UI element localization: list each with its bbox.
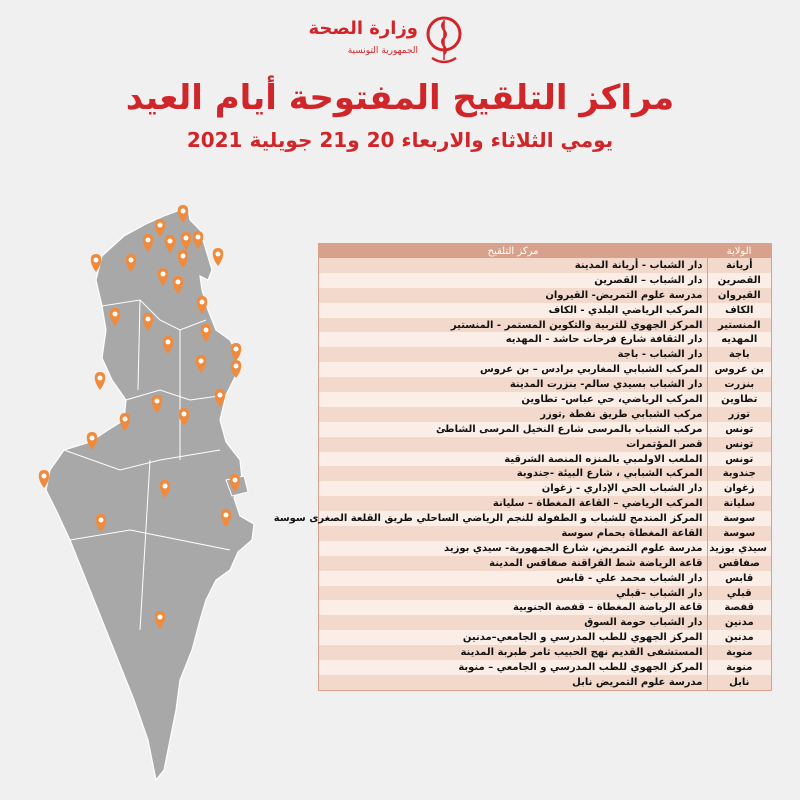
governorate-cell: سليانة <box>707 496 771 511</box>
center-cell: المركب الشبابي ، شارع البيئة -جندوبة <box>319 466 707 481</box>
table-row <box>319 437 771 452</box>
table-row <box>319 556 771 571</box>
governorate-cell: قابس <box>707 571 771 586</box>
table-row <box>319 258 771 273</box>
center-cell: دار الشباب - باجة <box>319 347 707 362</box>
governorate-cell: جندوبة <box>707 466 771 481</box>
governorate-cell: بن عروس <box>707 362 771 377</box>
center-cell: دار الشباب بسيدي سالم- بنزرت المدينة <box>319 377 707 392</box>
center-cell: دار الشباب الحي الإداري - زغوان <box>319 481 707 496</box>
column-header-center: مركز التلقيح <box>319 244 707 258</box>
table-row <box>319 541 771 556</box>
center-cell: المركز المندمج للشباب و الطفولة للنجم الرياضي الساحلي طريق القلعة الصغرى سوسة <box>319 511 707 526</box>
center-cell: قاعة الرياضة المغطاة – قفصة الجنوبية <box>319 600 707 615</box>
governorate-cell: تطاوين <box>707 392 771 407</box>
governorate-cell: منوبة <box>707 660 771 675</box>
center-cell: مدرسة علوم التمريض- القيروان <box>319 288 707 303</box>
governorate-cell: المهديه <box>707 332 771 347</box>
table-row <box>319 481 771 496</box>
governorate-cell: مدنين <box>707 615 771 630</box>
ministry-name: وزارة الصحة <box>308 18 418 39</box>
center-cell: المستشفى القديم نهج الحبيب ثامر طبربة المدينة <box>319 645 707 660</box>
table-row <box>319 675 771 690</box>
governorate-cell: القيروان <box>707 288 771 303</box>
center-cell: مركب الشبابي طريق نفطة ,توزر <box>319 407 707 422</box>
table-row <box>319 422 771 437</box>
table-row <box>319 288 771 303</box>
center-cell: الملعب الاولمبي بالمنزه المنصة الشرقية <box>319 452 707 467</box>
governorate-cell: صفاقس <box>707 556 771 571</box>
center-cell: القاعة المغطاة بحمام سوسة <box>319 526 707 541</box>
center-cell: دار الشباب –قبلي <box>319 586 707 601</box>
governorate-cell: القصرين <box>707 273 771 288</box>
page-title: مراكز التلقيح المفتوحة أيام العيد <box>125 78 675 118</box>
center-cell: دار الثقافة شارع فرحات حاشد - المهديه <box>319 332 707 347</box>
tunisia-map <box>30 180 310 780</box>
governorate-cell: مدنين <box>707 630 771 645</box>
table-row <box>319 571 771 586</box>
center-cell: دار الشباب محمد علي - قابس <box>319 571 707 586</box>
governorate-cell: باجة <box>707 347 771 362</box>
center-cell: المركب الشبابي المغاربي برادس – بن عروس <box>319 362 707 377</box>
center-cell: دار الشباب - أريانة المدينة <box>319 258 707 273</box>
governorate-cell: زغوان <box>707 481 771 496</box>
page-subtitle: يومي الثلاثاء والاربعاء 20 و21 جويلية 2021 <box>186 128 614 152</box>
health-emblem-icon <box>424 14 464 66</box>
table-row <box>319 303 771 318</box>
column-header-governorate: الولاية <box>707 244 771 258</box>
table-row <box>319 660 771 675</box>
governorate-cell: الكاف <box>707 303 771 318</box>
centers-table <box>273 243 772 691</box>
table-row <box>319 347 771 362</box>
tunisia-shape <box>46 208 254 780</box>
table-row <box>319 407 771 422</box>
center-cell: المركز الجهوي للتربية والتكوين المستمر - المنستير <box>319 318 707 333</box>
center-cell: المركز الجهوي للطب المدرسي و الجامعي – منوبة <box>319 660 707 675</box>
governorate-cell: تونس <box>707 422 771 437</box>
center-cell: المركز الجهوي للطب المدرسي و الجامعي–مدنين <box>319 630 707 645</box>
center-cell: مركب الشباب بالمرسى شارع النخيل المرسى الشاطئ <box>319 422 707 437</box>
republic-name: الجمهورية التونسية <box>347 46 418 56</box>
governorate-cell: قفصة <box>707 600 771 615</box>
table-header-row <box>319 244 771 258</box>
governorate-cell: منوبة <box>707 645 771 660</box>
table-row <box>319 452 771 467</box>
table-row <box>319 496 771 511</box>
table-row <box>319 615 771 630</box>
center-cell: دار الشباب – القصرين <box>319 273 707 288</box>
governorate-cell: توزر <box>707 407 771 422</box>
table-row <box>319 630 771 645</box>
table-row <box>319 273 771 288</box>
table-row <box>319 526 771 541</box>
center-cell: قاعة الرياضة شط القراقنة صفاقس المدينة <box>319 556 707 571</box>
governorate-cell: قبلي <box>707 586 771 601</box>
table-row <box>319 645 771 660</box>
table-row <box>319 332 771 347</box>
center-cell: المركب الرياضي – القاعة المغطاة – سليانة <box>319 496 707 511</box>
governorate-cell: سوسة <box>707 511 771 526</box>
table-row <box>319 511 771 526</box>
table-row <box>319 392 771 407</box>
center-cell: قصر المؤتمرات <box>319 437 707 452</box>
governorate-cell: نابل <box>707 675 771 690</box>
governorate-cell: سيدي بوزيد <box>707 541 771 556</box>
governorate-cell: المنستير <box>707 318 771 333</box>
table-row <box>319 466 771 481</box>
table-row <box>319 586 771 601</box>
center-cell: مدرسة علوم التمريض نابل <box>319 675 707 690</box>
table-row <box>319 377 771 392</box>
center-cell: المركب الرياضي، حي عباس- تطاوين <box>319 392 707 407</box>
governorate-cell: بنزرت <box>707 377 771 392</box>
ministry-logo <box>308 14 468 70</box>
governorate-cell: أريانة <box>707 258 771 273</box>
governorate-cell: سوسة <box>707 526 771 541</box>
table-row <box>319 318 771 333</box>
center-cell: دار الشباب حومة السوق <box>319 615 707 630</box>
center-cell: المركب الرياضي البلدي - الكاف <box>319 303 707 318</box>
governorate-cell: تونس <box>707 452 771 467</box>
governorate-cell: تونس <box>707 437 771 452</box>
table-row <box>319 600 771 615</box>
center-cell: مدرسة علوم التمريض، شارع الجمهورية- سيدي بوزيد <box>319 541 707 556</box>
table-row <box>319 362 771 377</box>
